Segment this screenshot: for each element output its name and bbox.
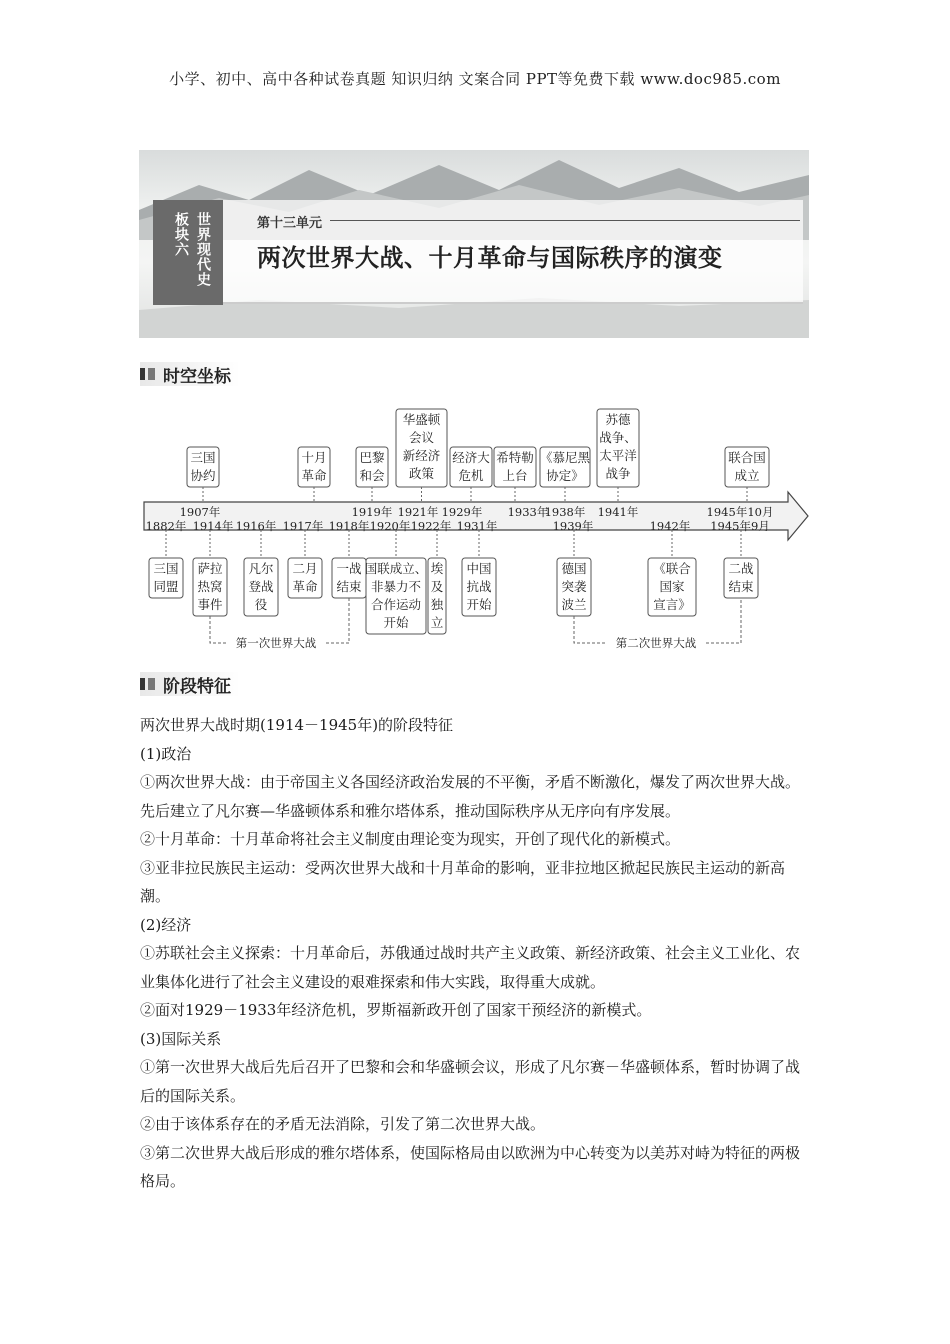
event-box-bottom-text: 合作运动 — [370, 597, 422, 612]
timeline-diagram — [0, 0, 950, 660]
event-box-bottom-text: 二战 — [728, 561, 754, 576]
heading-international: (3)国际关系 — [140, 1029, 222, 1048]
event-box-top-text: 希特勒 — [496, 450, 534, 465]
event-box-bottom-text: 《联合 — [653, 561, 691, 576]
year-label-lower: 1917年 — [282, 519, 324, 533]
year-label-lower: 1931年 — [456, 519, 498, 533]
year-label-upper: 1919年 — [351, 505, 393, 519]
event-box-top-text: 《慕尼黑 — [539, 450, 591, 465]
year-label-lower: 1882年 — [145, 519, 187, 533]
section-marker-icon — [148, 678, 155, 690]
event-box-top-text: 华盛顿 — [402, 412, 441, 427]
year-label-lower: 1920年 — [369, 519, 411, 533]
event-box-top-text: 政策 — [408, 466, 435, 481]
year-label-upper: 1933年 — [507, 505, 549, 519]
paragraph: ②面对1929－1933年经济危机，罗斯福新政开创了国家干预经济的新模式。 — [140, 1001, 652, 1019]
section-title-text: 时空坐标 — [163, 366, 231, 387]
event-box-bottom-text: 独 — [430, 597, 444, 612]
year-label-lower: 1945年9月 — [710, 519, 770, 533]
event-box-bottom-text: 非暴力不 — [370, 579, 422, 594]
event-box-bottom-text: 事件 — [197, 597, 223, 612]
event-box-bottom-text: 国联成立、 — [364, 561, 428, 576]
event-box-bottom-text: 结束 — [336, 579, 362, 594]
event-box-bottom-text: 抗战 — [466, 579, 492, 594]
year-label-lower: 1918年 — [328, 519, 370, 533]
year-label-upper: 1945年10月 — [706, 505, 774, 519]
event-box-top-text: 联合国 — [728, 450, 766, 465]
event-box-bottom-text: 役 — [254, 597, 268, 612]
paragraph: ②由于该体系存在的矛盾无法消除，引发了第二次世界大战。 — [140, 1115, 546, 1133]
year-label-upper: 1938年 — [544, 505, 586, 519]
year-label-upper: 1921年 — [397, 505, 439, 519]
event-box-top-text: 上台 — [502, 468, 528, 483]
event-box-bottom-text: 萨拉 — [197, 561, 223, 576]
event-box-top-text: 三国 — [190, 450, 216, 465]
year-label-lower: 1939年 — [552, 519, 594, 533]
event-box-bottom-text: 德国 — [561, 561, 587, 576]
year-label-upper: 1929年 — [441, 505, 483, 519]
ww1-label: 第一次世界大战 — [235, 636, 317, 650]
event-box-bottom-text: 开始 — [383, 615, 409, 630]
paragraph: ①苏联社会主义探索：十月革命后，苏俄通过战时共产主义政策、新经济政策、社会主义工业化、农业集体化进行了社会主义建设的艰难探索和伟大实践，取得重大成就。 — [140, 944, 801, 991]
event-box-top-text: 新经济 — [402, 448, 441, 463]
event-box-top-text: 苏德 — [605, 412, 631, 427]
event-box-top-text: 革命 — [301, 468, 327, 483]
event-box-bottom-text: 宣言》 — [653, 597, 691, 612]
event-box-top-text: 经济大 — [452, 450, 490, 465]
event-box-top-text: 会议 — [408, 430, 435, 445]
event-box-top-text: 巴黎 — [359, 450, 385, 465]
year-label-lower: 1922年 — [410, 519, 452, 533]
section-marker-icon — [140, 678, 145, 690]
event-box-bottom-text: 国家 — [659, 579, 685, 594]
event-box-bottom-text: 凡尔 — [248, 561, 274, 576]
event-box-bottom-text: 一战 — [336, 561, 362, 576]
event-box-top-text: 战争、 — [599, 430, 637, 445]
event-box-bottom-text: 三国 — [153, 561, 179, 576]
event-box-top-text: 协约 — [190, 468, 216, 483]
paragraph: ①两次世界大战：由于帝国主义各国经济政治发展的不平衡，矛盾不断激化，爆发了两次世界大战。先后建立了凡尔赛—华盛顿体系和雅尔塔体系，推动国际秩序从无序向有序发展。 — [140, 773, 801, 820]
event-box-top-text: 战争 — [605, 466, 631, 481]
event-box-bottom-text: 中国 — [466, 561, 492, 576]
section-title-text: 阶段特征 — [163, 676, 231, 697]
event-box-bottom-text: 革命 — [292, 579, 318, 594]
paragraph: ②十月革命：十月革命将社会主义制度由理论变为现实，开创了现代化的新模式。 — [140, 830, 681, 848]
event-box-top-text: 协定》 — [546, 468, 584, 483]
event-box-top-text: 太平洋 — [599, 448, 637, 463]
unit-title: 两次世界大战、十月革命与国际秩序的演变 — [257, 244, 723, 272]
event-box-bottom-text: 波兰 — [561, 597, 587, 612]
event-box-bottom-text: 结束 — [728, 579, 754, 594]
section-title-features — [140, 672, 231, 696]
stage-features-text — [140, 711, 812, 1196]
event-box-bottom-text: 开始 — [466, 597, 492, 612]
event-box-bottom-text: 埃 — [430, 561, 444, 576]
event-box-bottom-text: 登战 — [248, 579, 274, 594]
event-box-bottom-text: 热窝 — [197, 579, 223, 594]
event-box-bottom-text: 及 — [430, 579, 444, 594]
heading-politics: (1)政治 — [140, 744, 192, 763]
heading-economy: (2)经济 — [140, 915, 192, 934]
plate-label-topic: 世界现代史 — [195, 212, 211, 287]
event-box-bottom-text: 立 — [430, 615, 444, 630]
event-box-top-text: 十月 — [301, 450, 327, 465]
year-label-upper: 1941年 — [597, 505, 639, 519]
year-label-lower: 1914年 — [192, 519, 234, 533]
event-box-bottom-text: 突袭 — [561, 579, 587, 594]
ww2-label: 第二次世界大战 — [615, 636, 697, 650]
page-header: 小学、初中、高中各种试卷真题 知识归纳 文案合同 PPT等免费下载 www.doc985.com — [169, 70, 781, 88]
paragraph: ③亚非拉民族民主运动：受两次世界大战和十月革命的影响，亚非拉地区掀起民族民主运动的新高潮。 — [140, 858, 786, 905]
intro-line: 两次世界大战时期(1914－1945年)的阶段特征 — [140, 716, 454, 734]
unit-label: 第十三单元 — [257, 216, 323, 231]
plate-label-board: 板块六 — [173, 212, 189, 257]
year-label-upper: 1907年 — [179, 505, 221, 519]
paragraph: ①第一次世界大战后先后召开了巴黎和会和华盛顿会议，形成了凡尔赛－华盛顿体系，暂时协调了战后的国际关系。 — [140, 1058, 801, 1105]
event-box-top-text: 成立 — [734, 468, 760, 483]
event-box-top-text: 和会 — [359, 468, 385, 483]
event-box-bottom-text: 二月 — [292, 561, 318, 576]
year-label-lower: 1942年 — [649, 519, 691, 533]
event-box-bottom-text: 同盟 — [153, 579, 179, 594]
year-label-lower: 1916年 — [235, 519, 277, 533]
paragraph: ③第二次世界大战后形成的雅尔塔体系，使国际格局由以欧洲为中心转变为以美苏对峙为特征的两极格局。 — [140, 1143, 801, 1190]
event-box-top-text: 危机 — [458, 468, 484, 483]
